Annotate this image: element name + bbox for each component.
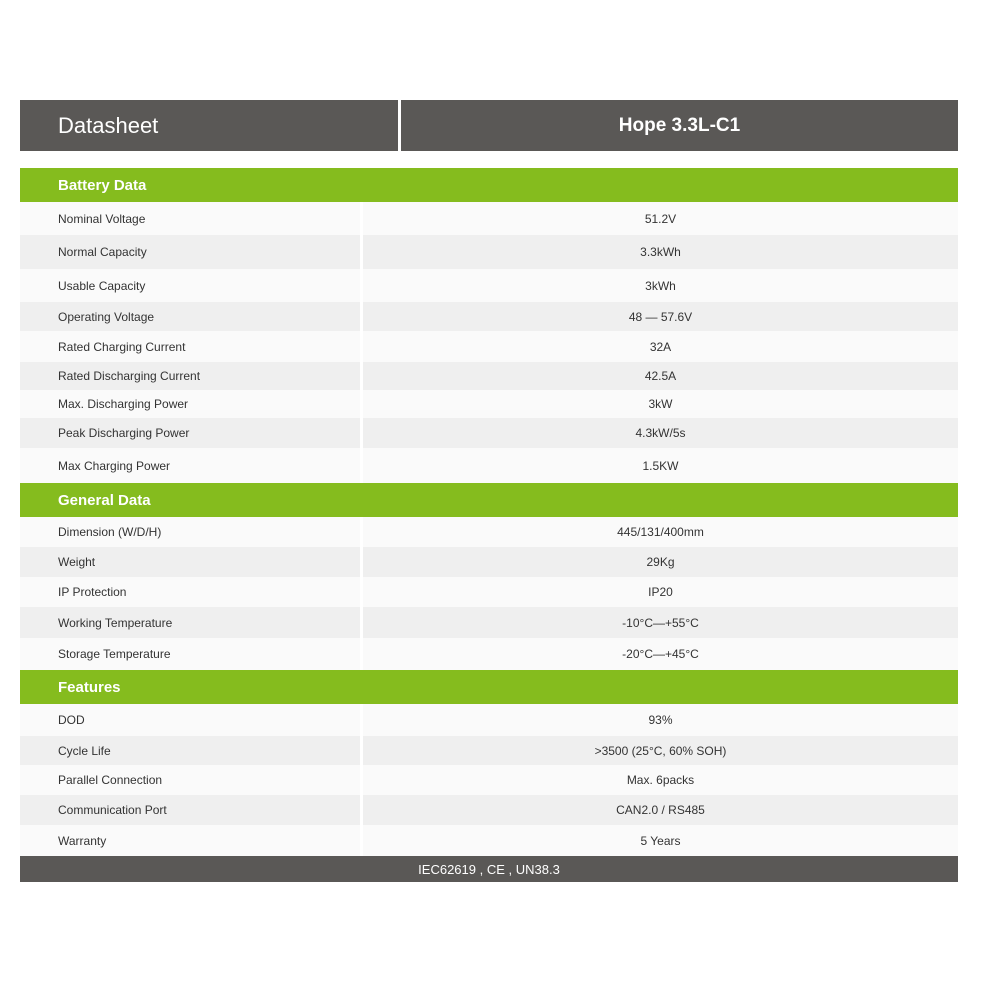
row-label: Weight xyxy=(20,547,360,577)
row-label: Storage Temperature xyxy=(20,638,360,670)
section-general-data: General Data xyxy=(20,483,958,517)
section-battery-data: Battery Data xyxy=(20,168,958,202)
row-label: Working Temperature xyxy=(20,607,360,638)
table-row xyxy=(20,765,958,795)
row-label: Usable Capacity xyxy=(20,269,360,302)
table-row xyxy=(20,577,958,607)
table-row xyxy=(20,448,958,483)
table-row xyxy=(20,795,958,825)
row-value: 445/131/400mm xyxy=(363,517,958,547)
row-value: 32A xyxy=(363,331,958,362)
row-value: 42.5A xyxy=(363,362,958,390)
row-value: 51.2V xyxy=(363,202,958,235)
row-value: 3kW xyxy=(363,390,958,418)
row-value: -10°C—+55°C xyxy=(363,607,958,638)
table-row xyxy=(20,202,958,235)
datasheet-table xyxy=(20,100,958,882)
table-row xyxy=(20,269,958,302)
row-label: Warranty xyxy=(20,825,360,856)
table-row xyxy=(20,825,958,856)
table-row xyxy=(20,418,958,448)
table-row xyxy=(20,517,958,547)
table-row xyxy=(20,704,958,736)
row-label: Cycle Life xyxy=(20,736,360,765)
table-row xyxy=(20,331,958,362)
row-value: 29Kg xyxy=(363,547,958,577)
row-label: IP Protection xyxy=(20,577,360,607)
table-row xyxy=(20,638,958,670)
row-label: Peak Discharging Power xyxy=(20,418,360,448)
row-value: 5 Years xyxy=(363,825,958,856)
row-value: 93% xyxy=(363,704,958,736)
row-value: 4.3kW/5s xyxy=(363,418,958,448)
row-value: >3500 (25°C, 60% SOH) xyxy=(363,736,958,765)
row-value: 48 — 57.6V xyxy=(363,302,958,331)
model-name: Hope 3.3L-C1 xyxy=(401,100,958,151)
datasheet-title: Datasheet xyxy=(20,100,398,151)
row-label: Dimension (W/D/H) xyxy=(20,517,360,547)
row-label: Parallel Connection xyxy=(20,765,360,795)
header-gap xyxy=(20,151,958,168)
table-row xyxy=(20,736,958,765)
row-value: 1.5KW xyxy=(363,448,958,483)
certifications-footer: IEC62619 , CE , UN38.3 xyxy=(20,856,958,882)
row-value: 3.3kWh xyxy=(363,235,958,269)
row-value: CAN2.0 / RS485 xyxy=(363,795,958,825)
row-label: Rated Discharging Current xyxy=(20,362,360,390)
table-header xyxy=(20,100,958,151)
table-row xyxy=(20,235,958,269)
row-label: Nominal Voltage xyxy=(20,202,360,235)
row-label: Normal Capacity xyxy=(20,235,360,269)
row-value: 3kWh xyxy=(363,269,958,302)
table-row xyxy=(20,390,958,418)
row-label: Communication Port xyxy=(20,795,360,825)
row-label: Rated Charging Current xyxy=(20,331,360,362)
row-label: Max Charging Power xyxy=(20,448,360,483)
row-label: Max. Discharging Power xyxy=(20,390,360,418)
row-label: DOD xyxy=(20,704,360,736)
table-row xyxy=(20,547,958,577)
table-row xyxy=(20,607,958,638)
row-value: IP20 xyxy=(363,577,958,607)
table-row xyxy=(20,302,958,331)
row-label: Operating Voltage xyxy=(20,302,360,331)
table-row xyxy=(20,362,958,390)
section-features: Features xyxy=(20,670,958,704)
row-value: -20°C—+45°C xyxy=(363,638,958,670)
row-value: Max. 6packs xyxy=(363,765,958,795)
